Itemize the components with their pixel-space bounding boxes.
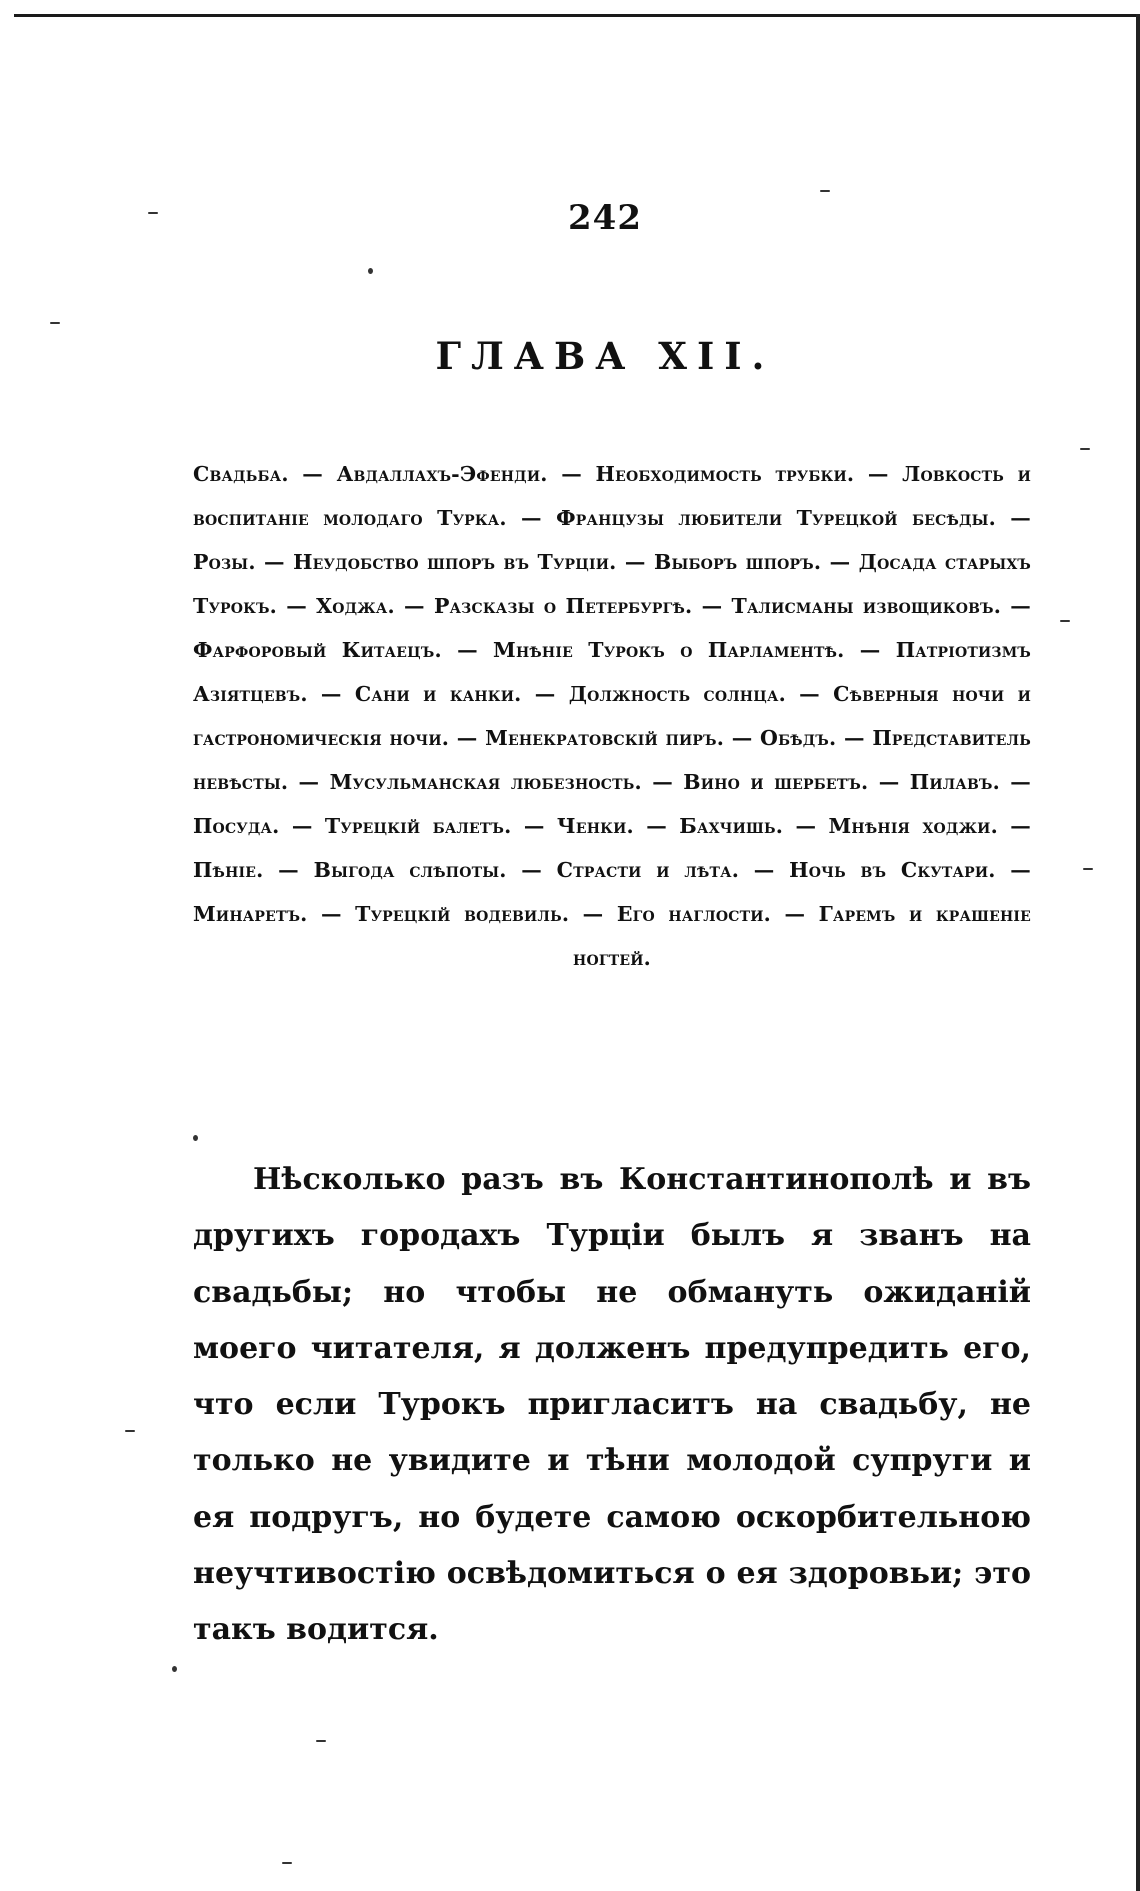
scan-speck bbox=[193, 1135, 198, 1141]
page-number: 242 bbox=[568, 198, 642, 238]
scan-speck bbox=[1080, 448, 1090, 450]
scan-speck bbox=[172, 1666, 177, 1672]
right-page-edge bbox=[1136, 14, 1140, 1891]
scan-speck bbox=[148, 212, 158, 214]
scan-speck bbox=[316, 1740, 326, 1742]
chapter-title: ГЛАВА XII. bbox=[435, 334, 775, 378]
scan-speck bbox=[282, 1862, 292, 1864]
scan-speck bbox=[368, 268, 373, 274]
scan-speck bbox=[125, 1430, 135, 1432]
chapter-summary: Свадьба. — Авдаллахъ-Эфенди. — Необходимость трубки. — Ловкость и воспитаніе молодаго Турка. — Французы любители Турецкой бесѣды. — Розы. — Неудобство шпоръ въ Турціи. — Выборъ шпоръ. — Досада старыхъ Турокъ. — Ходжа. — Разсказы о Петербургѣ. — Талисманы извощиковъ. — Фарфоровый Китаецъ. — Мнѣніе Турокъ о Парламентѣ. — Патріотизмъ Азіятцевъ. — Сани и канки. — Должность солнца. — Сѣверныя ночи и гастрономическія ночи. — Менекратовскій пиръ. — Обѣдъ. — Представитель невѣсты. — Мусульманская любезность. — Вино и шербетъ. — Пилавъ. — Посуда. — Турецкій балетъ. — Ченки. — Бахчишь. — Мнѣнія ходжи. — Пѣніе. — Выгода слѣпоты. — Страсти и лѣта. — Ночь въ Скутари. — Минаретъ. — Турецкій водевиль. — Его наглости. — Гаремъ и крашеніе ногтей. bbox=[193, 462, 1031, 970]
scan-speck bbox=[1083, 868, 1093, 870]
scan-speck bbox=[1060, 620, 1070, 622]
top-border-line bbox=[14, 14, 1140, 17]
scan-speck bbox=[820, 190, 830, 192]
body-paragraph: Нѣсколько разъ въ Константинополѣ и въ другихъ городахъ Турціи былъ я званъ на свадьбы; но чтобы не обмануть ожиданій моего читателя, я долженъ предупредить его, что если Турокъ пригласитъ на свадьбу, не только не увидите и тѣни молодой супруги и ея подругъ, но будете самою оскорбительною неучтивостію освѣдомиться о ея здоровьи; это такъ водится. bbox=[193, 1162, 1031, 1648]
scan-speck bbox=[50, 322, 60, 324]
